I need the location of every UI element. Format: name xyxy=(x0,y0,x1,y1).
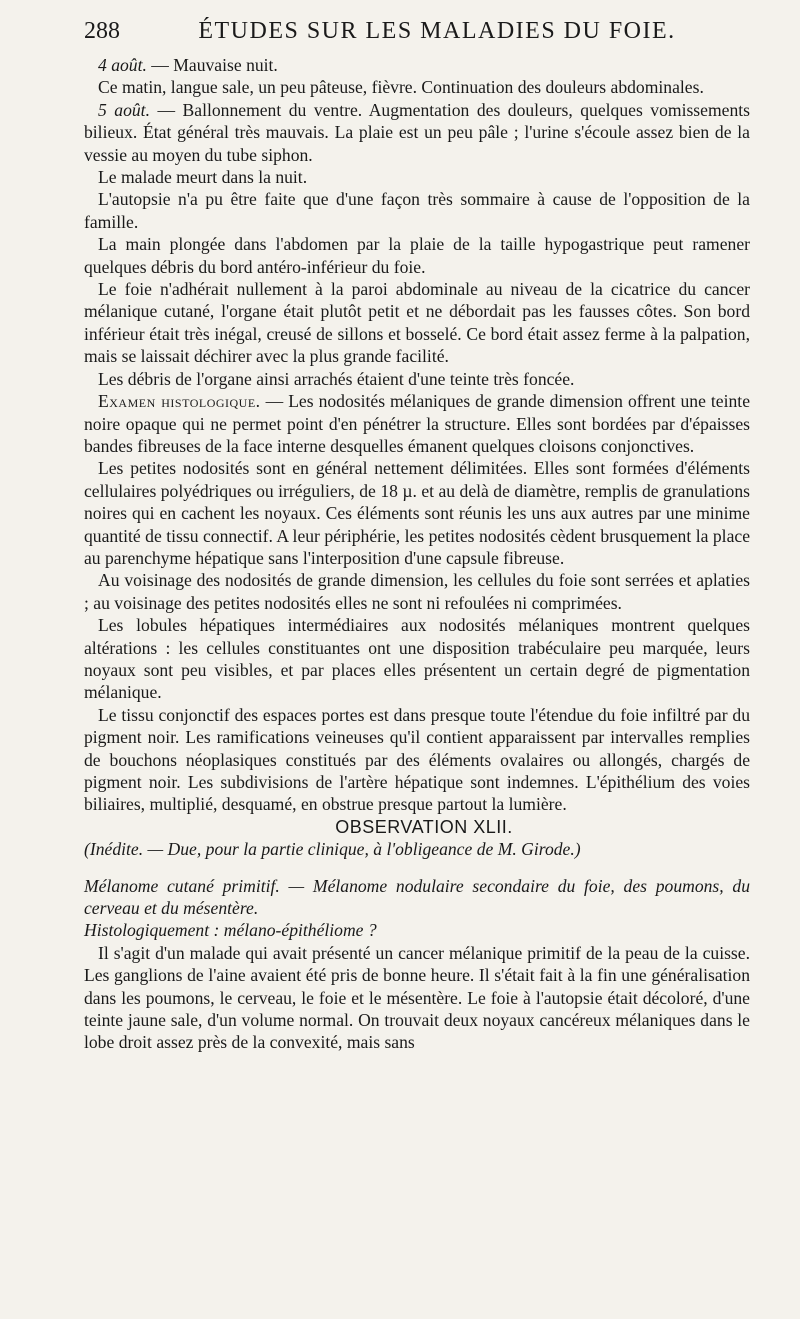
paragraph: Les débris de l'organe ainsi arrachés étaient d'une teinte très foncée. xyxy=(98,368,575,389)
paragraph: Ce matin, langue sale, un peu pâteuse, fièvre. Continuation des douleurs abdominales. xyxy=(98,77,704,98)
paragraph: 4 août. — Mauvaise nuit. xyxy=(98,55,278,75)
page-number: 288 xyxy=(84,18,120,44)
paragraph: Au voisinage des nodosités de grande dimension, les cellules du foie sont serrées et aplaties ; au voisinage des petites nodosités elles ne sont ni refoulées ni comprimées. xyxy=(84,570,750,613)
paragraph: Examen histologique. — Les nodosités mélaniques de grande dimension offrent une teinte noire opaque qui ne permet point d'en pénétrer la structure. Elles sont bordées par d'épaisses bandes fibreuses de la face interne desquelles émanent quelques cloisons conjonctives. xyxy=(84,391,750,456)
observation-title: OBSERVATION XLII. xyxy=(335,816,513,837)
paragraph: Il s'agit d'un malade qui avait présenté un cancer mélanique primitif de la peau de la cuisse. Les ganglions de l'aine avaient été pris de bonne heure. Il s'était fait à la fin une généralisation dans les poumons, le cerveau, le foie et le mésentère. Le foie à l'autopsie était décoloré, d'une teinte jaune sale, d'un volume normal. On trouvait deux noyaux cancéreux mélaniques dans le lobe droit assez près de la convexité, mais sans xyxy=(84,942,750,1053)
running-head-title: ÉTUDES SUR LES MALADIES DU FOIE. xyxy=(198,18,676,44)
date-label: 4 août. xyxy=(98,55,147,75)
section-label: Examen histologique. xyxy=(98,391,261,412)
paragraph: Les lobules hépatiques intermédiaires aux nodosités mélaniques montrent quelques altérations : les cellules constituantes ont une disposition trabéculaire peu marquée, leurs noyaux sont peu visibles, et par places elles présentent un certain degré de pigmentation mélanique. xyxy=(84,615,750,703)
observation-meta xyxy=(84,838,750,942)
running-head xyxy=(84,14,750,54)
paragraph: Les petites nodosités sont en général nettement délimitées. Elles sont formées d'éléments cellulaires polyédriques ou irréguliers, de 18 µ. et au delà de diamètre, remplis de granulations noires qui en cachent les noyaux. Ces éléments sont réunis les uns aux autres par une minime quantité de tissu connectif. A leur périphérie, les petites nodosités cèdent brusquement la place au parenchyme hépatique sans l'interposition d'une capsule fibreuse. xyxy=(84,458,750,568)
paragraph: La main plongée dans l'abdomen par la plaie de la taille hypogastrique peut ramener quelques débris du bord antéro-inférieur du foie. xyxy=(84,234,750,277)
observation-histology: Histologiquement : mélano-épithéliome ? xyxy=(84,920,377,941)
date-label: 5 août. xyxy=(98,99,150,120)
observation-diagnosis: Mélanome cutané primitif. — Mélanome nodulaire secondaire du foie, des poumons, du cerveau et du mésentère. xyxy=(84,875,750,919)
paragraph: 5 août. — Ballonnement du ventre. Augmentation des douleurs, quelques vomissements bilieux. État général très mauvais. La plaie est un peu pâle ; l'urine s'écoule assez bien de la vessie au moyen du tube siphon. xyxy=(84,99,750,165)
observation-source: (Inédite. — Due, pour la partie clinique, à l'obligeance de M. Girode.) xyxy=(84,839,581,860)
paragraph: L'autopsie n'a pu être faite que d'une façon très sommaire à cause de l'opposition de la famille. xyxy=(84,189,750,232)
paragraph: Le tissu conjonctif des espaces portes est dans presque toute l'étendue du foie infiltré par du pigment noir. Les ramifications veineuses qu'il contient apparaissent par intervalles remplies de bouchons néoplasiques constitués par des éléments ovalaires ou allongés, chargés de pigment noir. Les subdivisions de l'artère hépatique sont indemnes. L'épithélium des voies biliaires, multiplié, desquamé, en obstrue presque partout la lumière. xyxy=(84,704,750,815)
body-text xyxy=(84,54,750,1054)
paragraph: Le malade meurt dans la nuit. xyxy=(98,167,308,188)
paragraph: Le foie n'adhérait nullement à la paroi abdominale au niveau de la cicatrice du cancer mélanique cutané, l'organe était plutôt petit et ne débordait pas les fausses côtes. Son bord inférieur était très inégal, creusé de sillons et bosselé. Ce bord était assez ferme à la palpation, mais se laissait déchirer avec la plus grande facilité. xyxy=(84,279,750,367)
